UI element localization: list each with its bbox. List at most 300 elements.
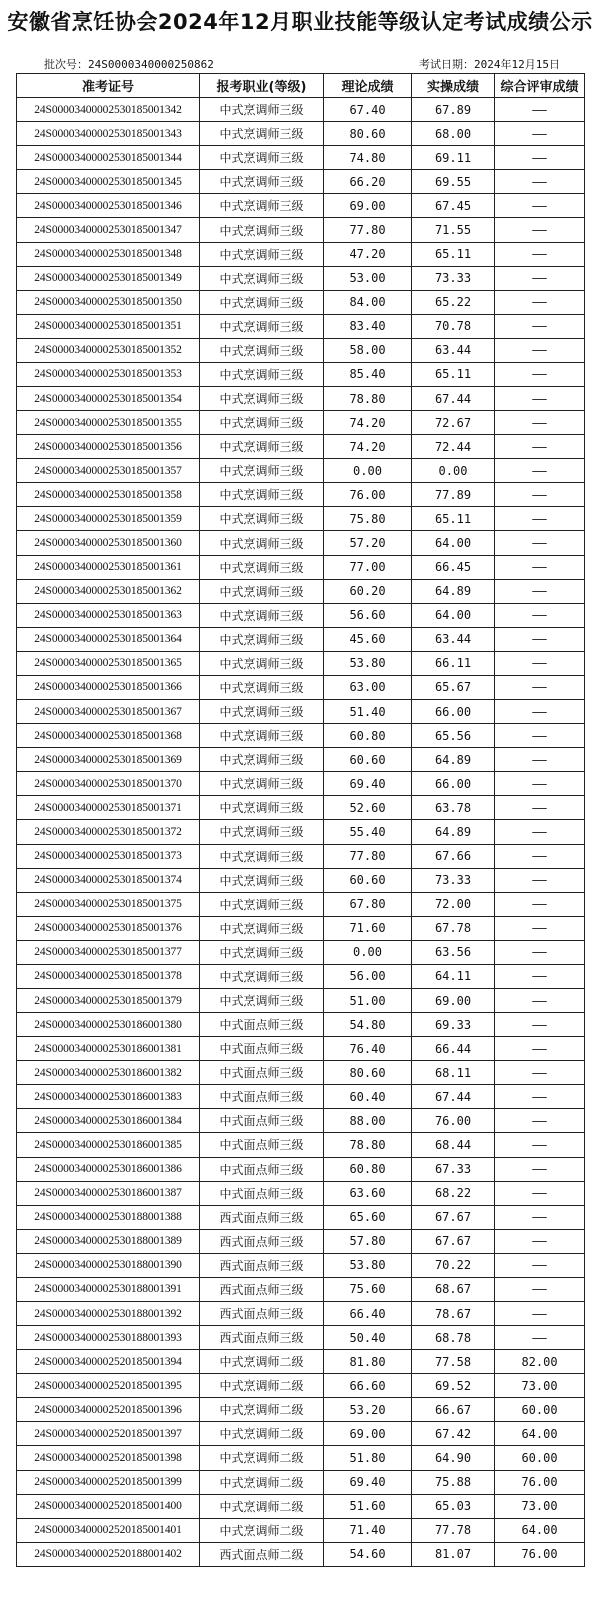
practical-score-cell: 73.33 (412, 868, 495, 892)
practical-score-cell: 64.89 (412, 820, 495, 844)
review-score-cell: —— (495, 579, 585, 603)
table-row (17, 1181, 585, 1205)
theory-score-cell: 60.60 (324, 868, 412, 892)
occupation-cell: 中式烹调师三级 (200, 868, 324, 892)
exam-id-cell: 24S00003400002530185001353 (17, 362, 200, 386)
theory-score-cell: 51.80 (324, 1446, 412, 1470)
theory-score-cell: 74.20 (324, 411, 412, 435)
theory-score-cell: 60.60 (324, 748, 412, 772)
practical-score-cell: 67.42 (412, 1422, 495, 1446)
header-practical-score: 实操成绩 (412, 74, 495, 98)
occupation-cell: 中式烹调师三级 (200, 435, 324, 459)
theory-score-cell: 77.80 (324, 218, 412, 242)
review-score-cell: 64.00 (495, 1422, 585, 1446)
theory-score-cell: 66.20 (324, 170, 412, 194)
review-score-cell: —— (495, 459, 585, 483)
theory-score-cell: 52.60 (324, 796, 412, 820)
exam-id-cell: 24S00003400002530188001392 (17, 1301, 200, 1325)
table-row (17, 146, 585, 170)
occupation-cell: 中式烹调师二级 (200, 1374, 324, 1398)
occupation-cell: 中式烹调师三级 (200, 892, 324, 916)
table-header-row (17, 74, 585, 98)
exam-id-cell: 24S00003400002530185001344 (17, 146, 200, 170)
review-score-cell: —— (495, 772, 585, 796)
occupation-cell: 中式烹调师二级 (200, 1494, 324, 1518)
theory-score-cell: 0.00 (324, 940, 412, 964)
practical-score-cell: 75.88 (412, 1470, 495, 1494)
table-row (17, 1350, 585, 1374)
practical-score-cell: 67.78 (412, 916, 495, 940)
review-score-cell: 76.00 (495, 1542, 585, 1566)
table-row (17, 940, 585, 964)
exam-id-cell: 24S00003400002530188001389 (17, 1229, 200, 1253)
exam-id-cell: 24S00003400002530186001381 (17, 1037, 200, 1061)
occupation-cell: 中式烹调师三级 (200, 748, 324, 772)
theory-score-cell: 69.00 (324, 1422, 412, 1446)
exam-id-cell: 24S00003400002530186001386 (17, 1157, 200, 1181)
occupation-cell: 中式烹调师三级 (200, 98, 324, 122)
practical-score-cell: 64.90 (412, 1446, 495, 1470)
table-row (17, 98, 585, 122)
theory-score-cell: 60.80 (324, 724, 412, 748)
table-row (17, 1229, 585, 1253)
exam-id-cell: 24S00003400002530185001363 (17, 603, 200, 627)
occupation-cell: 中式烹调师三级 (200, 218, 324, 242)
review-score-cell: —— (495, 1061, 585, 1085)
practical-score-cell: 64.89 (412, 579, 495, 603)
theory-score-cell: 58.00 (324, 338, 412, 362)
occupation-cell: 中式烹调师三级 (200, 146, 324, 170)
table-row (17, 387, 585, 411)
table-row (17, 1398, 585, 1422)
theory-score-cell: 67.80 (324, 892, 412, 916)
occupation-cell: 西式面点师三级 (200, 1229, 324, 1253)
theory-score-cell: 50.40 (324, 1326, 412, 1350)
review-score-cell: —— (495, 1037, 585, 1061)
table-row (17, 1061, 585, 1085)
review-score-cell: —— (495, 1085, 585, 1109)
review-score-cell: 73.00 (495, 1374, 585, 1398)
theory-score-cell: 80.60 (324, 1061, 412, 1085)
exam-id-cell: 24S00003400002530185001351 (17, 314, 200, 338)
occupation-cell: 中式烹调师三级 (200, 483, 324, 507)
occupation-cell: 中式面点师三级 (200, 1013, 324, 1037)
practical-score-cell: 66.45 (412, 555, 495, 579)
theory-score-cell: 53.00 (324, 266, 412, 290)
occupation-cell: 中式烹调师三级 (200, 820, 324, 844)
table-row (17, 507, 585, 531)
exam-id-cell: 24S00003400002530185001356 (17, 435, 200, 459)
table-row (17, 362, 585, 386)
table-row (17, 579, 585, 603)
occupation-cell: 中式烹调师三级 (200, 603, 324, 627)
occupation-cell: 中式面点师三级 (200, 1109, 324, 1133)
exam-id-cell: 24S00003400002530185001372 (17, 820, 200, 844)
occupation-cell: 中式烹调师二级 (200, 1422, 324, 1446)
occupation-cell: 中式烹调师三级 (200, 555, 324, 579)
review-score-cell: —— (495, 988, 585, 1012)
review-score-cell: —— (495, 266, 585, 290)
theory-score-cell: 69.40 (324, 772, 412, 796)
exam-id-cell: 24S00003400002530185001345 (17, 170, 200, 194)
table-row (17, 1157, 585, 1181)
practical-score-cell: 64.11 (412, 964, 495, 988)
table-row (17, 1494, 585, 1518)
occupation-cell: 中式烹调师三级 (200, 700, 324, 724)
review-score-cell: —— (495, 170, 585, 194)
occupation-cell: 中式面点师三级 (200, 1037, 324, 1061)
exam-id-cell: 24S00003400002530185001373 (17, 844, 200, 868)
theory-score-cell: 84.00 (324, 290, 412, 314)
occupation-cell: 中式烹调师三级 (200, 796, 324, 820)
table-row (17, 1013, 585, 1037)
theory-score-cell: 75.60 (324, 1277, 412, 1301)
table-row (17, 1422, 585, 1446)
review-score-cell: —— (495, 435, 585, 459)
exam-id-cell: 24S00003400002530185001350 (17, 290, 200, 314)
table-row (17, 1374, 585, 1398)
table-row (17, 796, 585, 820)
review-score-cell: —— (495, 290, 585, 314)
theory-score-cell: 78.80 (324, 1133, 412, 1157)
exam-id-cell: 24S00003400002530185001377 (17, 940, 200, 964)
theory-score-cell: 51.60 (324, 1494, 412, 1518)
exam-id-cell: 24S00003400002520188001402 (17, 1542, 200, 1566)
exam-id-cell: 24S00003400002520185001398 (17, 1446, 200, 1470)
review-score-cell: —— (495, 748, 585, 772)
practical-score-cell: 65.22 (412, 290, 495, 314)
table-row (17, 483, 585, 507)
theory-score-cell: 54.60 (324, 1542, 412, 1566)
review-score-cell: —— (495, 146, 585, 170)
table-row (17, 868, 585, 892)
exam-id-cell: 24S00003400002530185001346 (17, 194, 200, 218)
theory-score-cell: 60.20 (324, 579, 412, 603)
occupation-cell: 中式烹调师二级 (200, 1350, 324, 1374)
theory-score-cell: 53.80 (324, 1253, 412, 1277)
exam-id-cell: 24S00003400002530185001355 (17, 411, 200, 435)
occupation-cell: 中式烹调师二级 (200, 1470, 324, 1494)
occupation-cell: 中式烹调师三级 (200, 242, 324, 266)
table-row (17, 122, 585, 146)
practical-score-cell: 70.78 (412, 314, 495, 338)
exam-id-cell: 24S00003400002530186001380 (17, 1013, 200, 1037)
exam-id-cell: 24S00003400002530185001366 (17, 675, 200, 699)
practical-score-cell: 66.44 (412, 1037, 495, 1061)
exam-id-cell: 24S00003400002520185001396 (17, 1398, 200, 1422)
exam-id-cell: 24S00003400002530186001387 (17, 1181, 200, 1205)
theory-score-cell: 56.60 (324, 603, 412, 627)
occupation-cell: 中式烹调师三级 (200, 459, 324, 483)
table-row (17, 338, 585, 362)
practical-score-cell: 67.33 (412, 1157, 495, 1181)
exam-id-cell: 24S00003400002530188001391 (17, 1277, 200, 1301)
table-row (17, 435, 585, 459)
exam-id-cell: 24S00003400002530185001370 (17, 772, 200, 796)
table-row (17, 1301, 585, 1325)
review-score-cell: 60.00 (495, 1398, 585, 1422)
table-row (17, 218, 585, 242)
occupation-cell: 中式烹调师二级 (200, 1446, 324, 1470)
review-score-cell: —— (495, 194, 585, 218)
theory-score-cell: 76.40 (324, 1037, 412, 1061)
occupation-cell: 中式烹调师三级 (200, 579, 324, 603)
practical-score-cell: 69.11 (412, 146, 495, 170)
practical-score-cell: 65.11 (412, 507, 495, 531)
table-row (17, 531, 585, 555)
theory-score-cell: 53.80 (324, 651, 412, 675)
theory-score-cell: 63.60 (324, 1181, 412, 1205)
review-score-cell: —— (495, 338, 585, 362)
exam-id-cell: 24S00003400002530185001354 (17, 387, 200, 411)
table-row (17, 603, 585, 627)
table-row (17, 459, 585, 483)
practical-score-cell: 69.00 (412, 988, 495, 1012)
exam-id-cell: 24S00003400002530186001385 (17, 1133, 200, 1157)
review-score-cell: —— (495, 1253, 585, 1277)
practical-score-cell: 81.07 (412, 1542, 495, 1566)
theory-score-cell: 57.20 (324, 531, 412, 555)
occupation-cell: 中式烹调师三级 (200, 940, 324, 964)
practical-score-cell: 68.44 (412, 1133, 495, 1157)
exam-id-cell: 24S00003400002530185001362 (17, 579, 200, 603)
table-row (17, 1037, 585, 1061)
review-score-cell: —— (495, 1229, 585, 1253)
theory-score-cell: 60.40 (324, 1085, 412, 1109)
theory-score-cell: 53.20 (324, 1398, 412, 1422)
practical-score-cell: 72.67 (412, 411, 495, 435)
table-row (17, 892, 585, 916)
exam-id-cell: 24S00003400002530188001393 (17, 1326, 200, 1350)
practical-score-cell: 69.33 (412, 1013, 495, 1037)
practical-score-cell: 71.55 (412, 218, 495, 242)
practical-score-cell: 68.78 (412, 1326, 495, 1350)
table-row (17, 1253, 585, 1277)
table-row (17, 1326, 585, 1350)
review-score-cell: —— (495, 1301, 585, 1325)
review-score-cell: —— (495, 1181, 585, 1205)
results-table (16, 73, 585, 1567)
theory-score-cell: 74.20 (324, 435, 412, 459)
exam-id-cell: 24S00003400002520185001397 (17, 1422, 200, 1446)
theory-score-cell: 71.40 (324, 1518, 412, 1542)
occupation-cell: 中式烹调师三级 (200, 122, 324, 146)
exam-id-cell: 24S00003400002520185001401 (17, 1518, 200, 1542)
occupation-cell: 西式面点师二级 (200, 1542, 324, 1566)
occupation-cell: 中式烹调师三级 (200, 988, 324, 1012)
occupation-cell: 西式面点师三级 (200, 1301, 324, 1325)
table-row (17, 1205, 585, 1229)
table-row (17, 242, 585, 266)
exam-id-cell: 24S00003400002530186001382 (17, 1061, 200, 1085)
practical-score-cell: 66.11 (412, 651, 495, 675)
review-score-cell: —— (495, 507, 585, 531)
theory-score-cell: 83.40 (324, 314, 412, 338)
table-row (17, 1277, 585, 1301)
header-occupation: 报考职业(等级) (200, 74, 324, 98)
review-score-cell: —— (495, 411, 585, 435)
review-score-cell: —— (495, 868, 585, 892)
table-row (17, 988, 585, 1012)
exam-id-cell: 24S00003400002530185001343 (17, 122, 200, 146)
occupation-cell: 中式面点师三级 (200, 1181, 324, 1205)
review-score-cell: 60.00 (495, 1446, 585, 1470)
theory-score-cell: 55.40 (324, 820, 412, 844)
exam-id-cell: 24S00003400002530185001361 (17, 555, 200, 579)
theory-score-cell: 75.80 (324, 507, 412, 531)
theory-score-cell: 0.00 (324, 459, 412, 483)
occupation-cell: 中式烹调师三级 (200, 266, 324, 290)
occupation-cell: 中式面点师三级 (200, 1085, 324, 1109)
review-score-cell: —— (495, 796, 585, 820)
theory-score-cell: 63.00 (324, 675, 412, 699)
exam-id-cell: 24S00003400002530185001368 (17, 724, 200, 748)
occupation-cell: 中式烹调师三级 (200, 314, 324, 338)
exam-id-cell: 24S00003400002530185001348 (17, 242, 200, 266)
occupation-cell: 西式面点师三级 (200, 1205, 324, 1229)
occupation-cell: 中式烹调师三级 (200, 916, 324, 940)
table-row (17, 555, 585, 579)
review-score-cell: —— (495, 675, 585, 699)
theory-score-cell: 88.00 (324, 1109, 412, 1133)
practical-score-cell: 73.33 (412, 266, 495, 290)
occupation-cell: 中式烹调师三级 (200, 362, 324, 386)
exam-id-cell: 24S00003400002530185001365 (17, 651, 200, 675)
table-row (17, 844, 585, 868)
practical-score-cell: 65.11 (412, 362, 495, 386)
theory-score-cell: 66.40 (324, 1301, 412, 1325)
practical-score-cell: 63.78 (412, 796, 495, 820)
table-row (17, 1542, 585, 1566)
table-row (17, 1518, 585, 1542)
review-score-cell: —— (495, 387, 585, 411)
table-row (17, 916, 585, 940)
occupation-cell: 中式烹调师三级 (200, 724, 324, 748)
exam-id-cell: 24S00003400002530185001369 (17, 748, 200, 772)
occupation-cell: 中式烹调师三级 (200, 338, 324, 362)
table-row (17, 314, 585, 338)
practical-score-cell: 65.03 (412, 1494, 495, 1518)
review-score-cell: —— (495, 964, 585, 988)
practical-score-cell: 68.00 (412, 122, 495, 146)
practical-score-cell: 66.00 (412, 700, 495, 724)
practical-score-cell: 0.00 (412, 459, 495, 483)
review-score-cell: —— (495, 844, 585, 868)
table-row (17, 170, 585, 194)
review-score-cell: 64.00 (495, 1518, 585, 1542)
exam-id-cell: 24S00003400002530186001383 (17, 1085, 200, 1109)
theory-score-cell: 78.80 (324, 387, 412, 411)
occupation-cell: 中式烹调师三级 (200, 387, 324, 411)
table-row (17, 724, 585, 748)
occupation-cell: 中式烹调师二级 (200, 1518, 324, 1542)
practical-score-cell: 67.66 (412, 844, 495, 868)
review-score-cell: —— (495, 483, 585, 507)
exam-id-cell: 24S00003400002530188001390 (17, 1253, 200, 1277)
exam-id-cell: 24S00003400002530185001371 (17, 796, 200, 820)
practical-score-cell: 72.44 (412, 435, 495, 459)
exam-id-cell: 24S00003400002530185001359 (17, 507, 200, 531)
practical-score-cell: 68.22 (412, 1181, 495, 1205)
practical-score-cell: 67.45 (412, 194, 495, 218)
occupation-cell: 中式烹调师二级 (200, 1398, 324, 1422)
occupation-cell: 中式烹调师三级 (200, 844, 324, 868)
exam-id-cell: 24S00003400002530185001375 (17, 892, 200, 916)
table-row (17, 651, 585, 675)
theory-score-cell: 81.80 (324, 1350, 412, 1374)
review-score-cell: 73.00 (495, 1494, 585, 1518)
theory-score-cell: 71.60 (324, 916, 412, 940)
theory-score-cell: 51.40 (324, 700, 412, 724)
practical-score-cell: 77.89 (412, 483, 495, 507)
review-score-cell: —— (495, 1013, 585, 1037)
practical-score-cell: 70.22 (412, 1253, 495, 1277)
practical-score-cell: 63.44 (412, 627, 495, 651)
review-score-cell: —— (495, 531, 585, 555)
table-row (17, 964, 585, 988)
table-row (17, 411, 585, 435)
header-theory-score: 理论成绩 (324, 74, 412, 98)
occupation-cell: 西式面点师三级 (200, 1277, 324, 1301)
table-row (17, 194, 585, 218)
practical-score-cell: 76.00 (412, 1109, 495, 1133)
theory-score-cell: 65.60 (324, 1205, 412, 1229)
occupation-cell: 中式面点师三级 (200, 1133, 324, 1157)
page-title: 安徽省烹饪协会2024年12月职业技能等级认定考试成绩公示 (7, 10, 593, 34)
practical-score-cell: 64.89 (412, 748, 495, 772)
exam-date: 考试日期：2024年12月15日 (419, 58, 560, 71)
occupation-cell: 西式面点师三级 (200, 1253, 324, 1277)
occupation-cell: 中式烹调师三级 (200, 964, 324, 988)
practical-score-cell: 77.58 (412, 1350, 495, 1374)
table-row (17, 772, 585, 796)
review-score-cell: —— (495, 122, 585, 146)
table-row (17, 748, 585, 772)
review-score-cell: —— (495, 1133, 585, 1157)
practical-score-cell: 67.44 (412, 1085, 495, 1109)
review-score-cell: —— (495, 1205, 585, 1229)
occupation-cell: 中式烹调师三级 (200, 411, 324, 435)
practical-score-cell: 78.67 (412, 1301, 495, 1325)
review-score-cell: —— (495, 892, 585, 916)
practical-score-cell: 77.78 (412, 1518, 495, 1542)
theory-score-cell: 56.00 (324, 964, 412, 988)
exam-id-cell: 24S00003400002530185001358 (17, 483, 200, 507)
theory-score-cell: 57.80 (324, 1229, 412, 1253)
review-score-cell: —— (495, 242, 585, 266)
occupation-cell: 中式烹调师三级 (200, 194, 324, 218)
review-score-cell: —— (495, 700, 585, 724)
table-row (17, 627, 585, 651)
review-score-cell: —— (495, 1277, 585, 1301)
exam-id-cell: 24S00003400002530185001364 (17, 627, 200, 651)
header-review-score: 综合评审成绩 (495, 74, 585, 98)
practical-score-cell: 67.89 (412, 98, 495, 122)
review-score-cell: —— (495, 724, 585, 748)
occupation-cell: 中式烹调师三级 (200, 170, 324, 194)
review-score-cell: —— (495, 603, 585, 627)
theory-score-cell: 60.80 (324, 1157, 412, 1181)
occupation-cell: 中式烹调师三级 (200, 627, 324, 651)
exam-id-cell: 24S00003400002530186001384 (17, 1109, 200, 1133)
theory-score-cell: 80.60 (324, 122, 412, 146)
theory-score-cell: 85.40 (324, 362, 412, 386)
exam-id-cell: 24S00003400002530185001379 (17, 988, 200, 1012)
review-score-cell: —— (495, 940, 585, 964)
review-score-cell: —— (495, 916, 585, 940)
exam-id-cell: 24S00003400002530185001347 (17, 218, 200, 242)
review-score-cell: —— (495, 651, 585, 675)
